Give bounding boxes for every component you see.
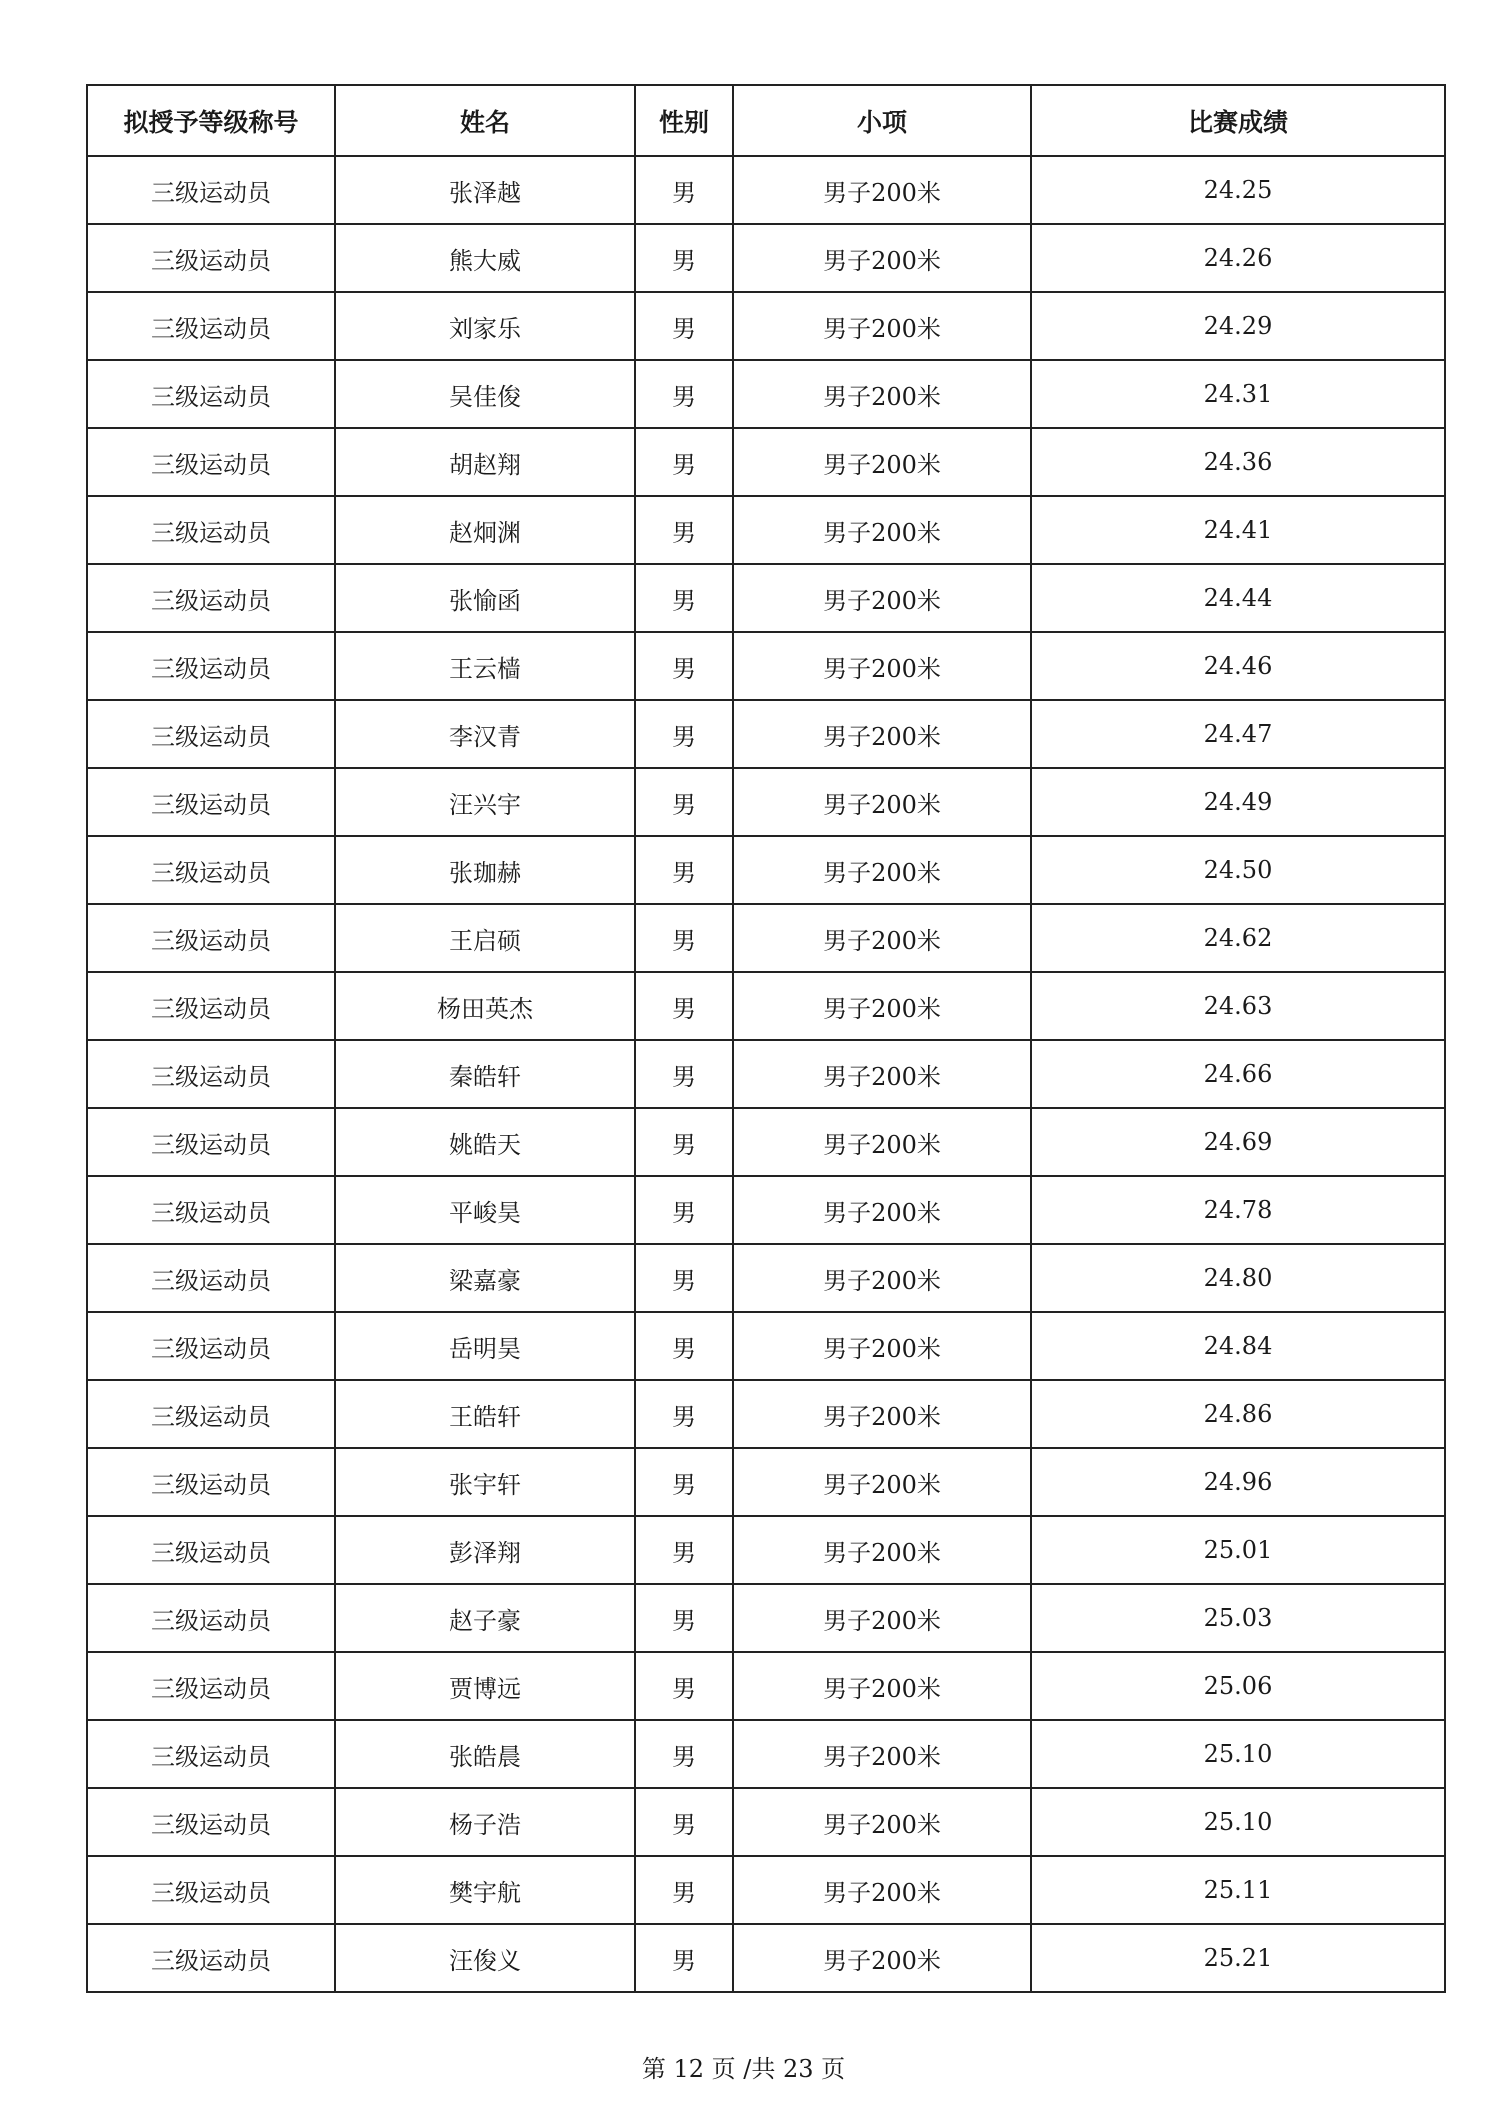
cell-result: 24.50 [1031,836,1445,904]
cell-event: 男子200米 [733,1040,1031,1108]
cell-gender: 男 [635,1380,733,1448]
cell-gender: 男 [635,1176,733,1244]
cell-event: 男子200米 [733,1108,1031,1176]
cell-name: 贾博远 [335,1652,635,1720]
cell-grade-title: 三级运动员 [87,1448,335,1516]
cell-grade-title: 三级运动员 [87,292,335,360]
table-row [87,1448,1445,1516]
cell-gender: 男 [635,1448,733,1516]
table-header-row [87,85,1445,156]
cell-result: 25.10 [1031,1788,1445,1856]
table-row [87,972,1445,1040]
cell-grade-title: 三级运动员 [87,428,335,496]
header-name: 姓名 [335,85,635,156]
cell-result: 24.86 [1031,1380,1445,1448]
header-event: 小项 [733,85,1031,156]
cell-result: 25.01 [1031,1516,1445,1584]
cell-result: 24.29 [1031,292,1445,360]
table-row [87,1720,1445,1788]
cell-grade-title: 三级运动员 [87,1788,335,1856]
cell-grade-title: 三级运动员 [87,632,335,700]
cell-grade-title: 三级运动员 [87,564,335,632]
table-row [87,1584,1445,1652]
table-row [87,632,1445,700]
cell-grade-title: 三级运动员 [87,1584,335,1652]
table-row [87,768,1445,836]
cell-grade-title: 三级运动员 [87,700,335,768]
cell-result: 25.21 [1031,1924,1445,1992]
cell-result: 24.31 [1031,360,1445,428]
table-row [87,1312,1445,1380]
cell-event: 男子200米 [733,1856,1031,1924]
cell-name: 赵子豪 [335,1584,635,1652]
table-row [87,1176,1445,1244]
cell-event: 男子200米 [733,292,1031,360]
table-body [87,156,1445,1992]
table-row [87,1108,1445,1176]
cell-name: 刘家乐 [335,292,635,360]
cell-grade-title: 三级运动员 [87,768,335,836]
cell-name: 张皓晨 [335,1720,635,1788]
cell-gender: 男 [635,836,733,904]
cell-event: 男子200米 [733,1788,1031,1856]
cell-gender: 男 [635,1720,733,1788]
cell-gender: 男 [635,1244,733,1312]
cell-name: 秦皓轩 [335,1040,635,1108]
cell-grade-title: 三级运动员 [87,1924,335,1992]
cell-name: 王启硕 [335,904,635,972]
table-row [87,1924,1445,1992]
table-row [87,428,1445,496]
page-number: 第 12 页 /共 23 页 [641,2055,846,2083]
cell-grade-title: 三级运动员 [87,972,335,1040]
cell-event: 男子200米 [733,836,1031,904]
cell-event: 男子200米 [733,1720,1031,1788]
cell-result: 24.25 [1031,156,1445,224]
cell-gender: 男 [635,360,733,428]
cell-gender: 男 [635,1856,733,1924]
cell-event: 男子200米 [733,700,1031,768]
cell-gender: 男 [635,904,733,972]
cell-grade-title: 三级运动员 [87,904,335,972]
header-grade-title: 拟授予等级称号 [87,85,335,156]
cell-grade-title: 三级运动员 [87,1108,335,1176]
table-row [87,836,1445,904]
table-row [87,700,1445,768]
cell-name: 吴佳俊 [335,360,635,428]
cell-result: 24.36 [1031,428,1445,496]
cell-event: 男子200米 [733,972,1031,1040]
cell-gender: 男 [635,292,733,360]
cell-gender: 男 [635,224,733,292]
cell-event: 男子200米 [733,1176,1031,1244]
cell-result: 24.63 [1031,972,1445,1040]
cell-event: 男子200米 [733,428,1031,496]
cell-grade-title: 三级运动员 [87,1856,335,1924]
table-row [87,1516,1445,1584]
cell-gender: 男 [635,1584,733,1652]
cell-name: 汪兴宇 [335,768,635,836]
cell-result: 24.44 [1031,564,1445,632]
cell-name: 赵炯渊 [335,496,635,564]
cell-gender: 男 [635,428,733,496]
cell-event: 男子200米 [733,1652,1031,1720]
cell-grade-title: 三级运动员 [87,360,335,428]
cell-result: 24.41 [1031,496,1445,564]
cell-event: 男子200米 [733,224,1031,292]
cell-result: 24.96 [1031,1448,1445,1516]
cell-name: 张泽越 [335,156,635,224]
cell-name: 熊大威 [335,224,635,292]
cell-name: 杨田英杰 [335,972,635,1040]
table-row [87,224,1445,292]
cell-result: 24.62 [1031,904,1445,972]
cell-name: 汪俊义 [335,1924,635,1992]
cell-gender: 男 [635,1040,733,1108]
cell-gender: 男 [635,1788,733,1856]
cell-event: 男子200米 [733,768,1031,836]
table-row [87,156,1445,224]
cell-name: 张宇轩 [335,1448,635,1516]
cell-event: 男子200米 [733,632,1031,700]
cell-gender: 男 [635,1924,733,1992]
cell-grade-title: 三级运动员 [87,156,335,224]
cell-grade-title: 三级运动员 [87,1720,335,1788]
cell-name: 岳明昊 [335,1312,635,1380]
cell-result: 24.84 [1031,1312,1445,1380]
cell-name: 杨子浩 [335,1788,635,1856]
cell-event: 男子200米 [733,1924,1031,1992]
cell-event: 男子200米 [733,156,1031,224]
cell-grade-title: 三级运动员 [87,836,335,904]
cell-event: 男子200米 [733,1448,1031,1516]
cell-event: 男子200米 [733,564,1031,632]
cell-name: 彭泽翔 [335,1516,635,1584]
cell-name: 张愉函 [335,564,635,632]
cell-grade-title: 三级运动员 [87,1652,335,1720]
cell-result: 25.03 [1031,1584,1445,1652]
cell-result: 25.11 [1031,1856,1445,1924]
cell-grade-title: 三级运动员 [87,1312,335,1380]
cell-grade-title: 三级运动员 [87,224,335,292]
cell-result: 25.06 [1031,1652,1445,1720]
cell-grade-title: 三级运动员 [87,1380,335,1448]
cell-gender: 男 [635,1516,733,1584]
cell-name: 张珈赫 [335,836,635,904]
cell-gender: 男 [635,700,733,768]
table-row [87,1788,1445,1856]
cell-event: 男子200米 [733,496,1031,564]
cell-grade-title: 三级运动员 [87,496,335,564]
cell-result: 24.69 [1031,1108,1445,1176]
cell-grade-title: 三级运动员 [87,1244,335,1312]
table-row [87,1040,1445,1108]
cell-gender: 男 [635,632,733,700]
cell-result: 24.80 [1031,1244,1445,1312]
table-row [87,360,1445,428]
cell-name: 樊宇航 [335,1856,635,1924]
table-row [87,292,1445,360]
cell-gender: 男 [635,768,733,836]
table-row [87,564,1445,632]
table-row [87,1856,1445,1924]
cell-event: 男子200米 [733,360,1031,428]
header-gender: 性别 [635,85,733,156]
cell-name: 平峻昊 [335,1176,635,1244]
cell-result: 24.26 [1031,224,1445,292]
cell-gender: 男 [635,564,733,632]
cell-grade-title: 三级运动员 [87,1516,335,1584]
cell-result: 24.49 [1031,768,1445,836]
cell-event: 男子200米 [733,1312,1031,1380]
table-row [87,1380,1445,1448]
table-row [87,1652,1445,1720]
cell-name: 王皓轩 [335,1380,635,1448]
cell-gender: 男 [635,156,733,224]
cell-gender: 男 [635,1652,733,1720]
cell-result: 24.47 [1031,700,1445,768]
cell-event: 男子200米 [733,1516,1031,1584]
athlete-grade-table [86,84,1446,1993]
table-row [87,496,1445,564]
header-result: 比赛成绩 [1031,85,1445,156]
cell-name: 李汉青 [335,700,635,768]
cell-result: 25.10 [1031,1720,1445,1788]
cell-gender: 男 [635,972,733,1040]
cell-result: 24.78 [1031,1176,1445,1244]
cell-name: 梁嘉豪 [335,1244,635,1312]
cell-gender: 男 [635,1108,733,1176]
cell-name: 胡赵翔 [335,428,635,496]
cell-grade-title: 三级运动员 [87,1040,335,1108]
cell-result: 24.66 [1031,1040,1445,1108]
cell-name: 王云樯 [335,632,635,700]
cell-event: 男子200米 [733,1584,1031,1652]
cell-result: 24.46 [1031,632,1445,700]
cell-grade-title: 三级运动员 [87,1176,335,1244]
cell-event: 男子200米 [733,904,1031,972]
cell-event: 男子200米 [733,1244,1031,1312]
cell-event: 男子200米 [733,1380,1031,1448]
cell-name: 姚皓天 [335,1108,635,1176]
table-row [87,904,1445,972]
cell-gender: 男 [635,1312,733,1380]
cell-gender: 男 [635,496,733,564]
table-row [87,1244,1445,1312]
